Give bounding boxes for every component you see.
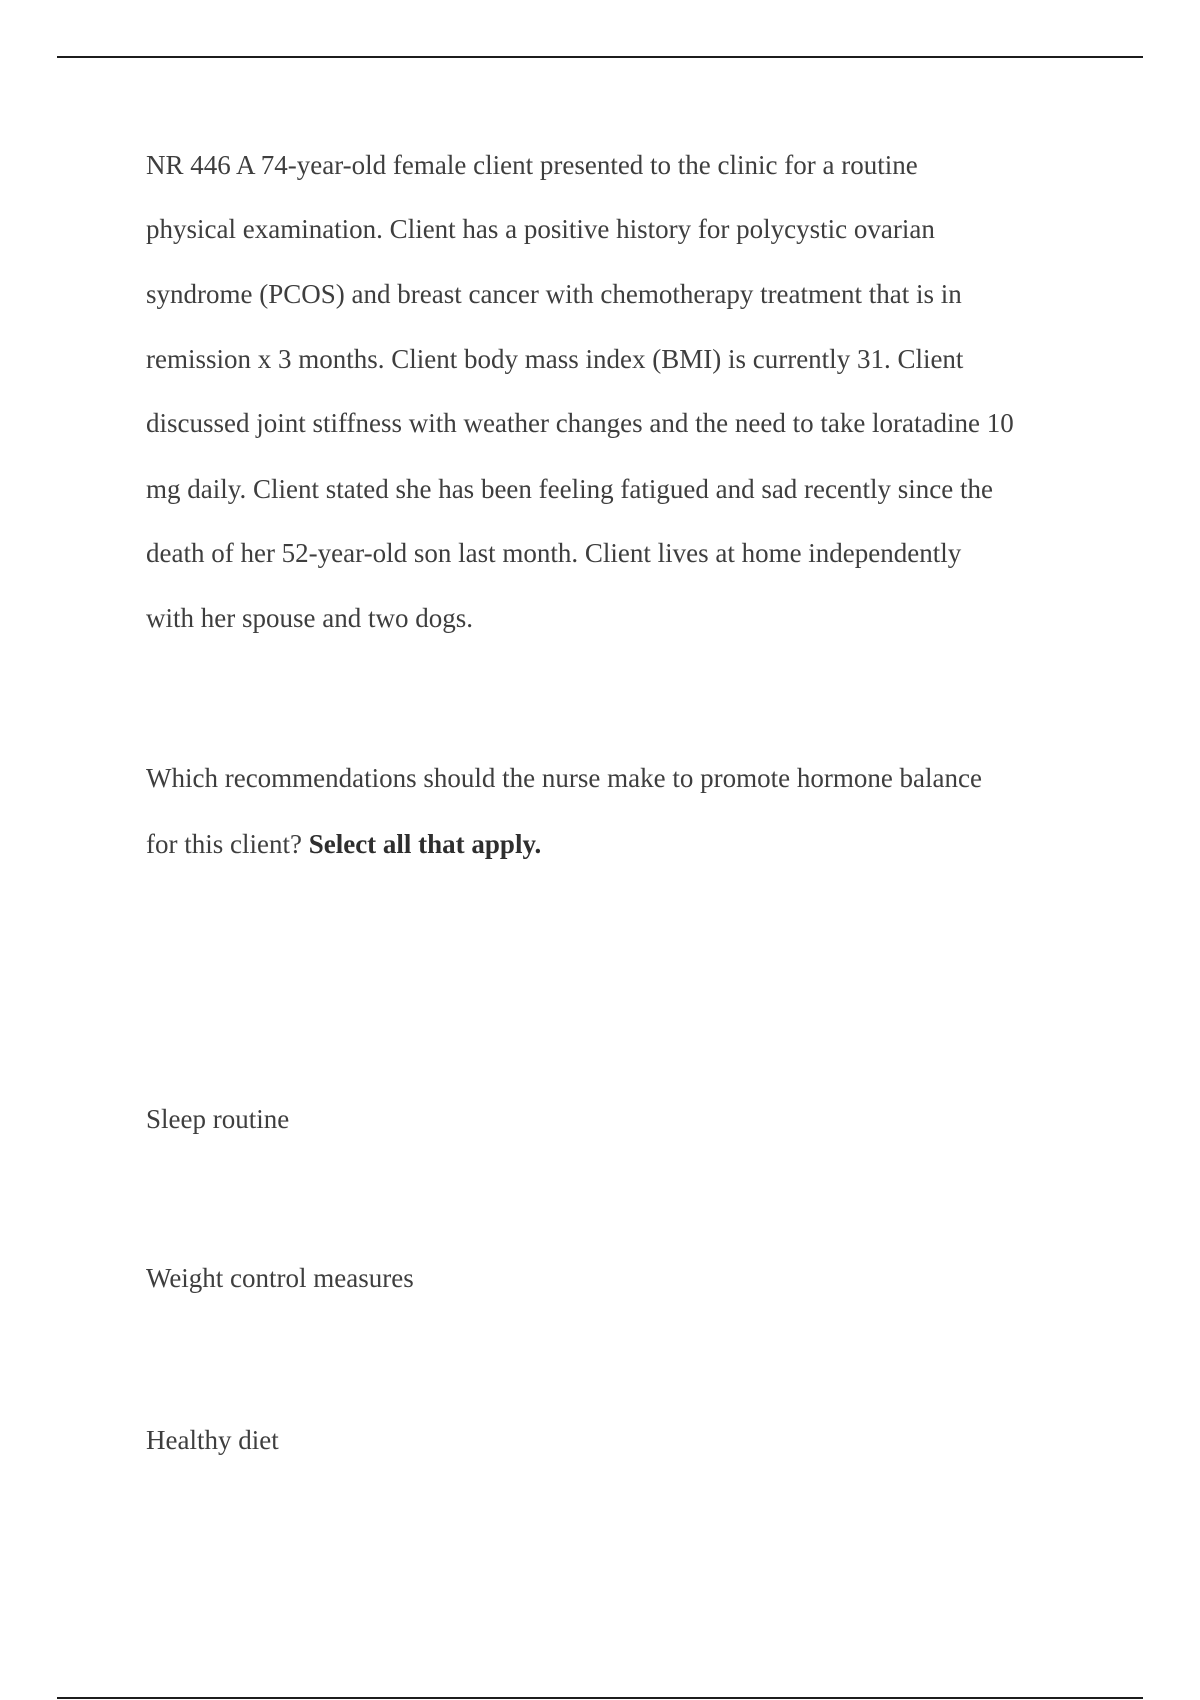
scenario-line: mg daily. Client stated she has been feeling fatigued and sad recently since the — [146, 474, 993, 504]
select-all-instruction: Select all that apply. — [308, 829, 542, 859]
option-healthy-diet[interactable]: Healthy diet — [146, 1425, 279, 1455]
scenario-line: syndrome (PCOS) and breast cancer with chemotherapy treatment that is in — [146, 279, 962, 309]
top-divider — [57, 56, 1143, 58]
question-text: for this client? — [146, 829, 309, 859]
scenario-line: physical examination. Client has a positive history for polycystic ovarian — [146, 214, 935, 244]
option-sleep-routine[interactable]: Sleep routine — [146, 1104, 290, 1134]
option-weight-control-measures[interactable]: Weight control measures — [146, 1263, 414, 1293]
scenario-line: with her spouse and two dogs. — [146, 603, 473, 633]
bottom-divider — [57, 1697, 1143, 1699]
scenario-line: discussed joint stiffness with weather changes and the need to take loratadine 10 — [146, 408, 1014, 438]
question-line — [146, 831, 541, 858]
question-line: Which recommendations should the nurse make to promote hormone balance — [146, 763, 982, 793]
scenario-line: remission x 3 months. Client body mass index (BMI) is currently 31. Client — [146, 344, 964, 374]
scenario-line: death of her 52-year-old son last month. Client lives at home independently — [146, 538, 962, 568]
scenario-line: NR 446 A 74-year-old female client presented to the clinic for a routine — [146, 150, 918, 180]
